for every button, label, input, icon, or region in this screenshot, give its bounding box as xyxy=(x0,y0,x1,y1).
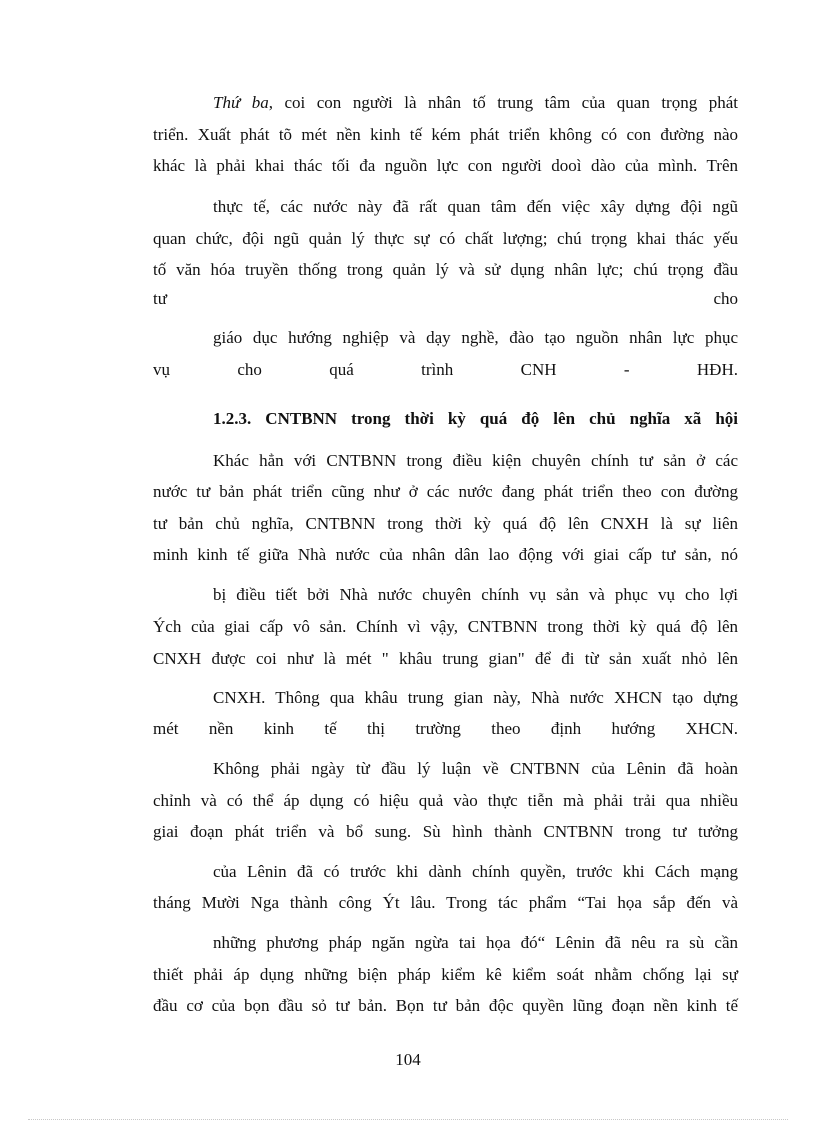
para2-line1: thực tế, các nước này đã rất quan tâm đến việc xây dựng đội ngũ xyxy=(213,197,738,216)
para5-line3: CNXH được coi như là mét " khâu trung gian" để đi từ sản xuất nhỏ lên xyxy=(153,649,738,668)
para4-line2: nước tư bản phát triển cũng như ở các nước đang phát triển theo con đường xyxy=(153,482,738,501)
para3-line1: giáo dục hướng nghiệp và dạy nghề, đào tạo nguồn nhân lực phục xyxy=(213,328,738,347)
para7-line3: giai đoạn phát triển và bổ sung. Sù hình thành CNTBNN trong tư tưởng xyxy=(153,822,738,841)
para3-line2: vụ cho quá trình CNH - HĐH. xyxy=(153,360,738,379)
para1-line2: triển. Xuất phát tõ mét nền kinh tế kém phát triển không có con đường nào xyxy=(153,125,738,144)
para4-line1: Khác hẳn với CNTBNN trong điều kiện chuyên chính tư sản ở các xyxy=(213,451,738,470)
para9-line2: thiết phải áp dụng những biện pháp kiểm kê kiểm soát nhằm chống lại sự xyxy=(153,965,738,984)
para2-line3: tố văn hóa truyền thống trong quản lý và sử dụng nhân lực; chú trọng đầu xyxy=(153,260,738,279)
para6-line1: CNXH. Thông qua khâu trung gian này, Nhà nước XHCN tạo dựng xyxy=(213,688,738,707)
page-number: 104 xyxy=(395,1050,421,1069)
para6-line2: mét nền kinh tế thị trường theo định hướng XHCN. xyxy=(153,719,738,738)
para5-line2: Ých của giai cấp vô sản. Chính vì vậy, CNTBNN trong thời kỳ quá độ lên xyxy=(153,617,738,636)
para4-line3: tư bản chủ nghĩa, CNTBNN trong thời kỳ quá độ lên CNXH là sự liên xyxy=(153,514,738,533)
para7-line2: chỉnh và có thể áp dụng có hiệu quả vào thực tiễn mà phải trải qua nhiều xyxy=(153,791,738,810)
para2-line2: quan chức, đội ngũ quản lý thực sự có chất lượng; chú trọng khai thác yếu xyxy=(153,229,738,248)
para1-line1-text: , coi con người là nhân tố trung tâm của quan trọng phát xyxy=(268,93,738,112)
para9-line3: đầu cơ của bọn đầu sỏ tư bản. Bọn tư bản độc quyền lũng đoạn nền kinh tế xyxy=(153,996,738,1015)
para7-line1: Không phải ngày từ đầu lý luận về CNTBNN của Lênin đã hoàn xyxy=(213,759,738,778)
para2-line4: tư cho xyxy=(153,289,738,308)
para1-line1 xyxy=(213,92,738,114)
section-heading: 1.2.3. CNTBNN trong thời kỳ quá độ lên chủ nghĩa xã hội xyxy=(213,409,738,428)
para4-line4: minh kinh tế giữa Nhà nước của nhân dân lao động với giai cấp tư sản, nó xyxy=(153,545,738,564)
para5-line1: bị điều tiết bởi Nhà nước chuyên chính vụ sản và phục vụ cho lợi xyxy=(213,585,738,604)
para9-line1: những phương pháp ngăn ngừa tai họa đó“ Lênin đã nêu ra sù cần xyxy=(213,933,738,952)
para8-line2: tháng Mười Nga thành công Ýt lâu. Trong tác phẩm “Tai họa sắp đến và xyxy=(153,893,738,912)
para1-line3: khác là phải khai thác tối đa nguồn lực con người dooì dào của mình. Trên xyxy=(153,156,738,175)
emphasis-thu-ba: Thứ ba xyxy=(213,93,269,112)
para8-line1: của Lênin đã có trước khi dành chính quyền, trước khi Cách mạng xyxy=(213,862,738,881)
footer-dotted-rule xyxy=(28,1119,788,1120)
